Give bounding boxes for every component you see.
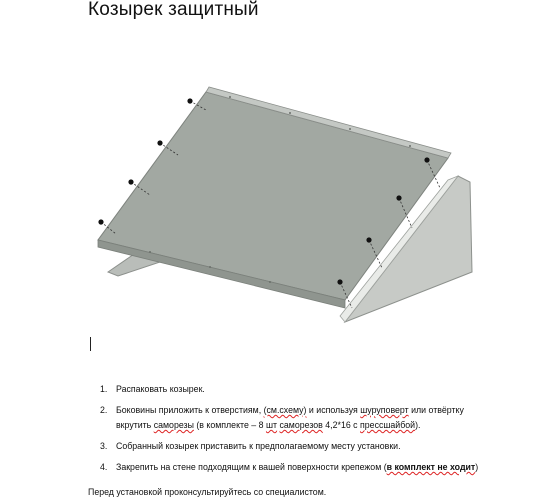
list-item: 1. Распаковать козырек. [100,384,205,394]
page-title: Козырек защитный [88,0,259,20]
step-text: Боковины приложить к отверстиям, (см.схему) и используя шуруповерт или отвёртку вкрутить саморезы (в комплекте – 8 шт саморезов 4,2*16 с прессшайбой). [116,405,464,430]
step-text: Распаковать козырек. [116,384,205,394]
instruction-list [100,382,500,481]
step-text: Собранный козырек приставить к предполагаемому месту установки. [116,441,401,451]
text-cursor [90,337,91,351]
specialist-note: Перед установкой проконсультируйтесь со специалистом. [88,487,327,497]
list-item: 2. Боковины приложить к отверстиям, (см.схему) и используя шуруповерт или отвёртку вкрутить саморезы (в комплекте – 8 шт саморезов 4,2*16 с прессшайбой). [100,405,464,430]
list-item: 3. Собранный козырек приставить к предполагаемому месту установки. [100,441,401,451]
step-text: Закрепить на стене подходящим к вашей поверхности крепежом (в комплект не ходит) [116,462,479,472]
list-item: 4. Закрепить на стене подходящим к вашей поверхности крепежом (в комплект не ходит) [100,462,479,472]
